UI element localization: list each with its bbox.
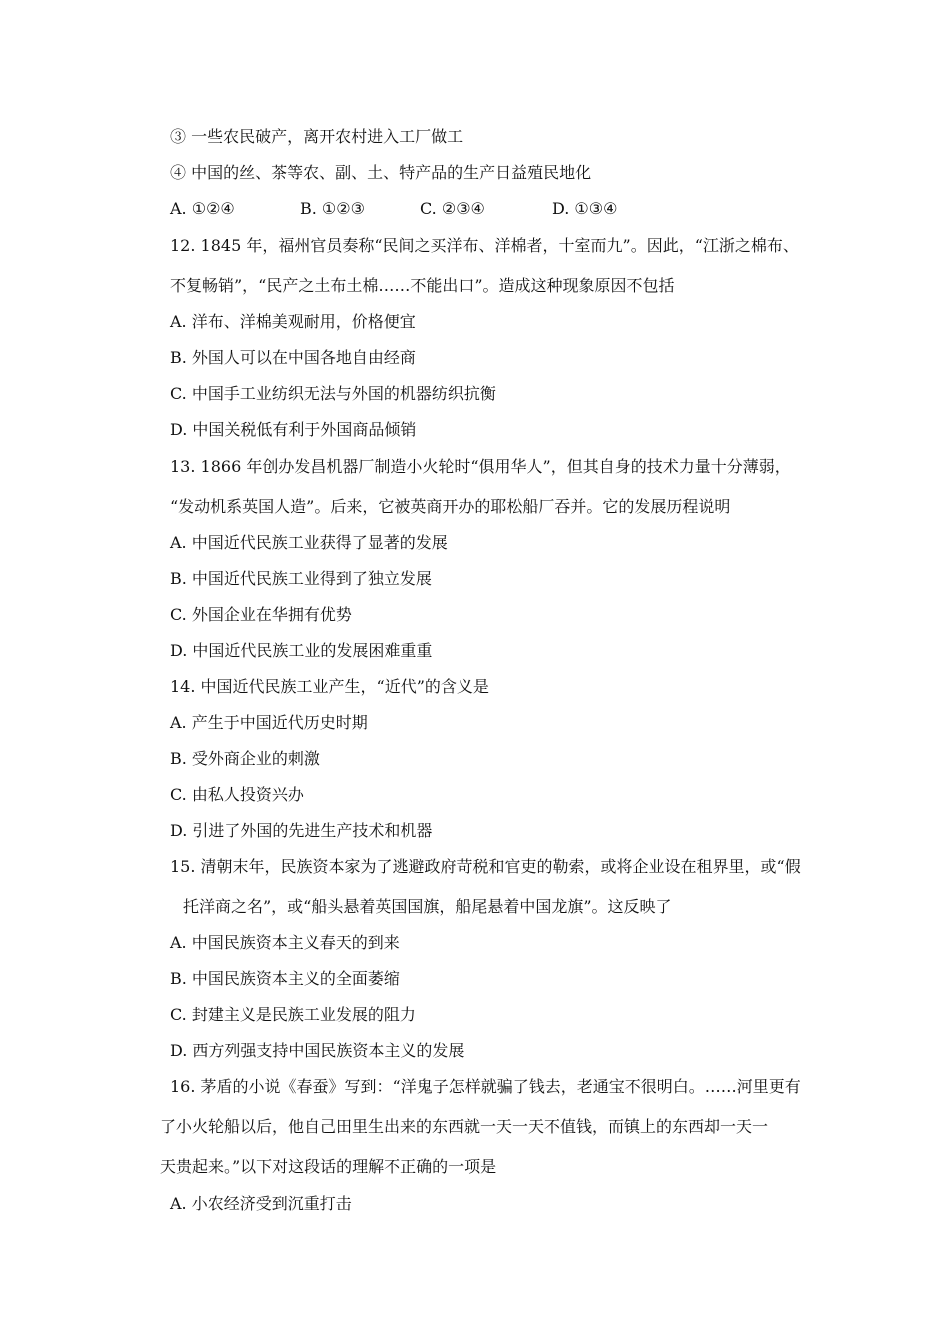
q14-option-b[interactable]: B. 受外商企业的刺激 — [170, 749, 320, 768]
q11-options — [170, 199, 617, 219]
q13-option-b[interactable]: B. 中国近代民族工业得到了独立发展 — [170, 569, 432, 588]
q13-stem-line-2: “发动机系英国人造”。后来，它被英商开办的耶松船厂吞并。它的发展历程说明 — [170, 497, 731, 516]
q12-option-a[interactable]: A. 洋布、洋棉美观耐用，价格便宜 — [170, 312, 416, 331]
q11-option-c[interactable]: C. ②③④ — [420, 199, 485, 218]
q11-item-3: ③ 一些农民破产，离开农村进入工厂做工 — [170, 127, 464, 146]
q12-stem-line-1: 12. 1845 年，福州官员奏称“民间之买洋布、洋棉者，十室而九”。因此，“江浙之棉布、 — [170, 236, 799, 255]
q15-stem-line-1: 15. 清朝末年，民族资本家为了逃避政府苛税和官吏的勒索，或将企业设在租界里，或“假 — [170, 857, 801, 876]
q12-stem-line-2: 不复畅销”，“民产之土布土棉……不能出口”。造成这种现象原因不包括 — [170, 276, 675, 295]
q15-option-d[interactable]: D. 西方列强支持中国民族资本主义的发展 — [170, 1041, 465, 1060]
q13-stem-line-1: 13. 1866 年创办发昌机器厂制造小火轮时“俱用华人”，但其自身的技术力量十分薄弱， — [170, 457, 791, 476]
q14-stem-line-1: 14. 中国近代民族工业产生，“近代”的含义是 — [170, 677, 489, 696]
q16-stem-line-2: 了小火轮船以后，他自己田里生出来的东西就一天一天不值钱，而镇上的东西却一天一 — [160, 1117, 769, 1136]
q12-option-b[interactable]: B. 外国人可以在中国各地自由经商 — [170, 348, 416, 367]
q14-option-d[interactable]: D. 引进了外国的先进生产技术和机器 — [170, 821, 433, 840]
q15-stem-line-2: 托洋商之名”，或“船头悬着英国国旗，船尾悬着中国龙旗”。这反映了 — [183, 897, 672, 916]
q13-option-a[interactable]: A. 中国近代民族工业获得了显著的发展 — [170, 533, 448, 552]
q14-option-c[interactable]: C. 由私人投资兴办 — [170, 785, 304, 804]
q15-option-b[interactable]: B. 中国民族资本主义的全面萎缩 — [170, 969, 400, 988]
q13-option-d[interactable]: D. 中国近代民族工业的发展困难重重 — [170, 641, 433, 660]
q11-option-b[interactable]: B. ①②③ — [300, 199, 365, 218]
q13-option-c[interactable]: C. 外国企业在华拥有优势 — [170, 605, 352, 624]
q16-option-a[interactable]: A. 小农经济受到沉重打击 — [170, 1194, 352, 1213]
q11-item-4: ④ 中国的丝、茶等农、副、土、特产品的生产日益殖民地化 — [170, 163, 592, 182]
q11-option-d[interactable]: D. ①③④ — [552, 199, 618, 218]
q16-stem-line-1: 16. 茅盾的小说《春蚕》写到：“洋鬼子怎样就骗了钱去，老通宝不很明白。……河里更有 — [170, 1077, 801, 1096]
q14-option-a[interactable]: A. 产生于中国近代历史时期 — [170, 713, 368, 732]
q15-option-c[interactable]: C. 封建主义是民族工业发展的阻力 — [170, 1005, 416, 1024]
q16-stem-line-3: 天贵起来。”以下对这段话的理解不正确的一项是 — [160, 1157, 497, 1176]
q12-option-d[interactable]: D. 中国关税低有利于外国商品倾销 — [170, 420, 417, 439]
q15-option-a[interactable]: A. 中国民族资本主义春天的到来 — [170, 933, 400, 952]
q11-option-a[interactable]: A. ①②④ — [170, 199, 235, 218]
q12-option-c[interactable]: C. 中国手工业纺织无法与外国的机器纺织抗衡 — [170, 384, 496, 403]
